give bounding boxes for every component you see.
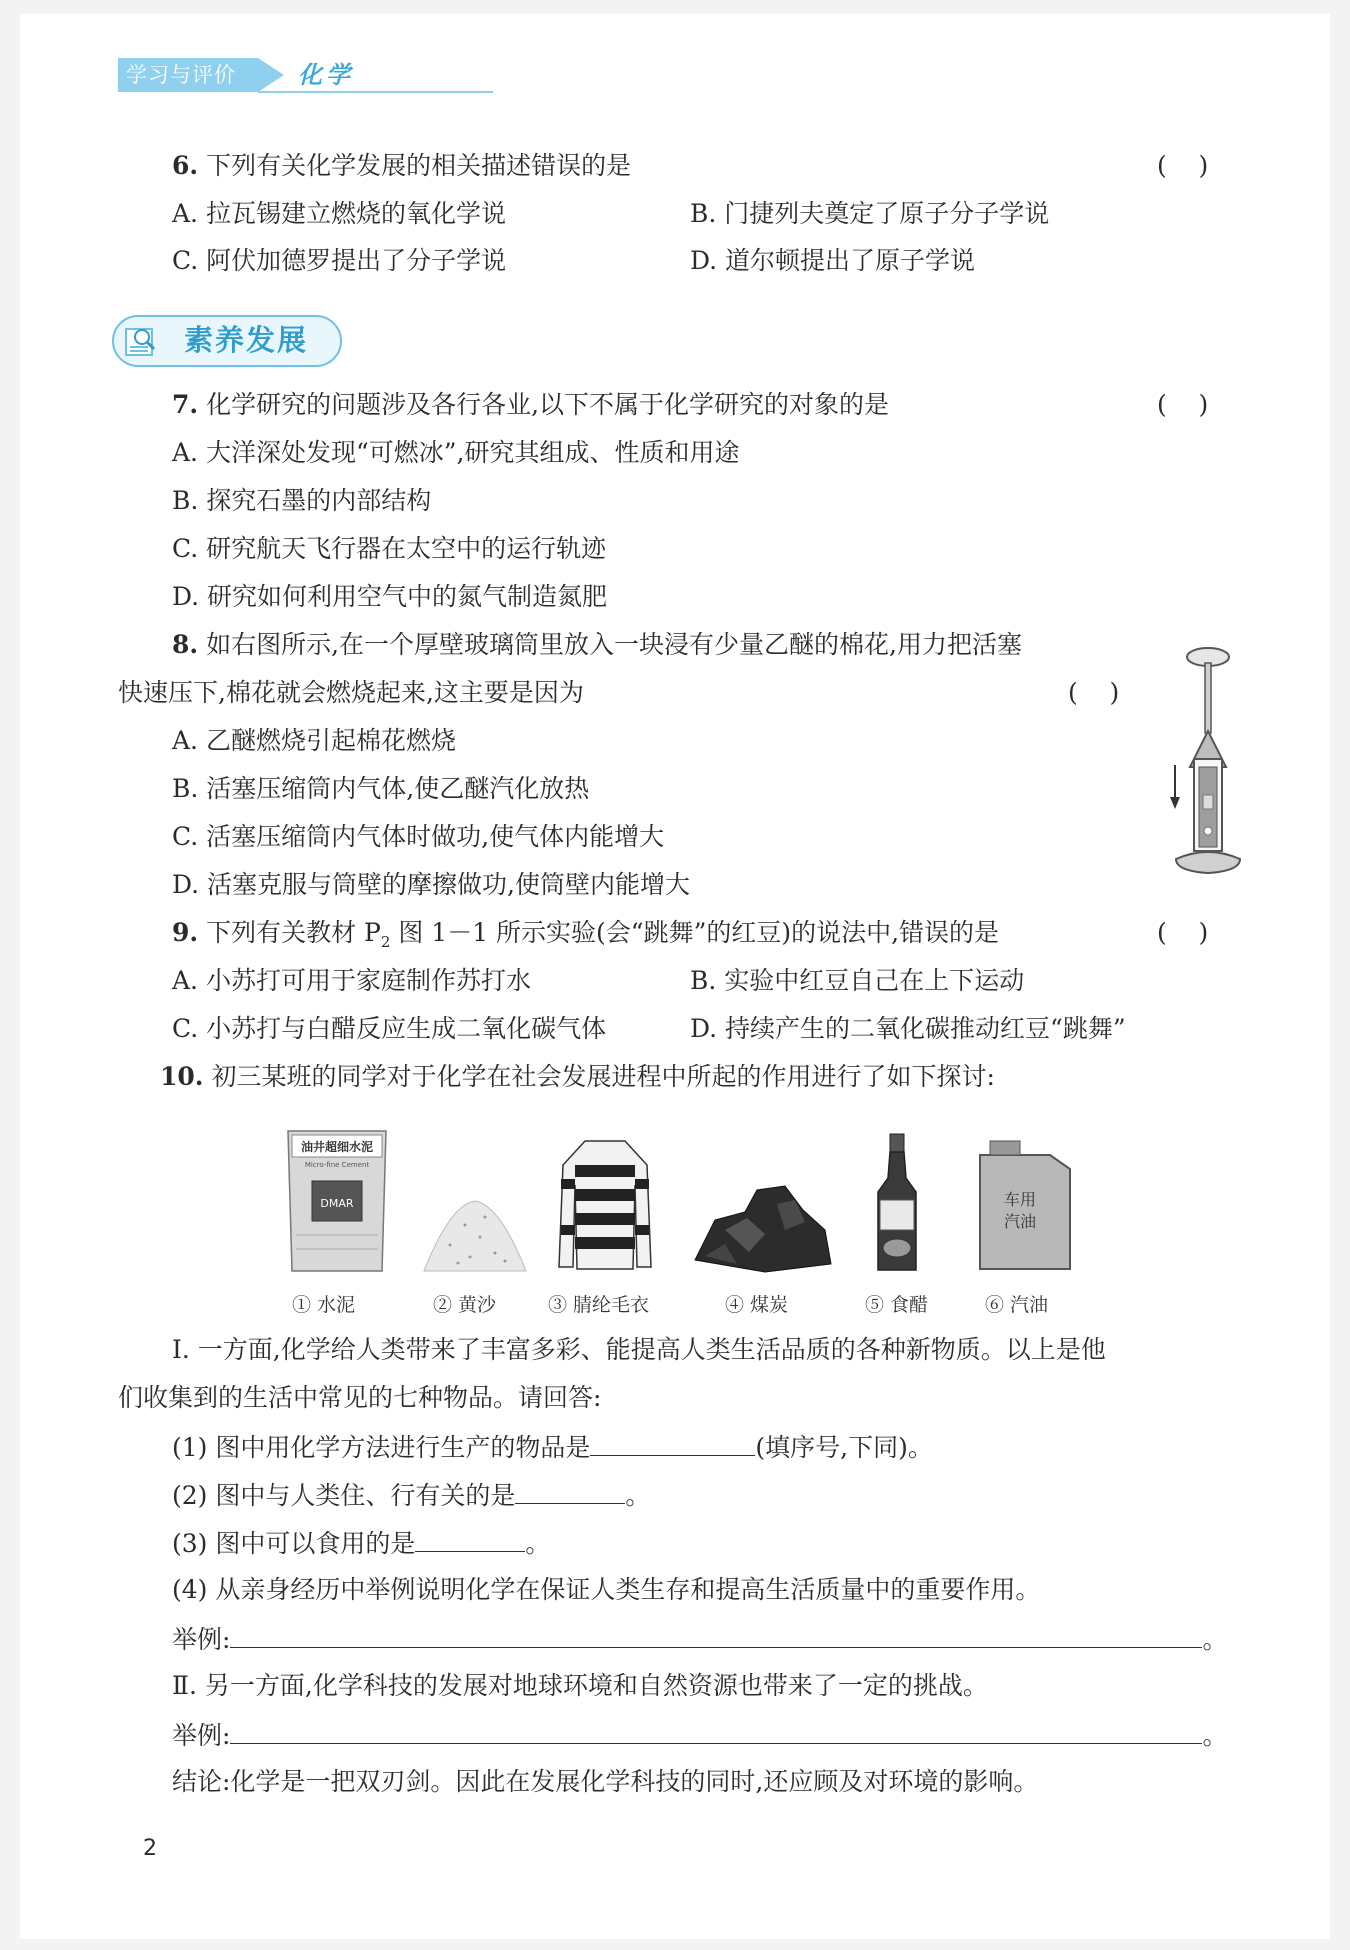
q6-option-c[interactable]: C. 阿伏加德罗提出了分子学说	[172, 246, 507, 275]
q10-stem: 10. 初三某班的同学对于化学在社会发展进程中所起的作用进行了如下探讨:	[160, 1062, 995, 1091]
header-rule	[258, 91, 493, 93]
q7-answer-paren[interactable]: ( )	[1157, 390, 1209, 419]
gas-can-label-1: 车用	[1003, 1190, 1037, 1209]
q10-example-2-answer-line[interactable]	[230, 1719, 1202, 1744]
caption-sweater: ③ 腈纶毛衣	[548, 1294, 650, 1316]
q7-option-b[interactable]: B. 探究石墨的内部结构	[172, 486, 432, 515]
cement-bag-image	[282, 1125, 392, 1275]
gas-can-label-2: 汽油	[1003, 1212, 1037, 1231]
q10-part1-line1: Ⅰ. 一方面,化学给人类带来了丰富多彩、能提高人类生活品质的各种新物质。以上是他	[172, 1335, 1106, 1364]
q10-sub1: (1) 图中用化学方法进行生产的物品是 (填序号,下同)。	[172, 1433, 933, 1462]
caption-sand: ② 黄沙	[433, 1294, 497, 1316]
section-header	[112, 315, 342, 367]
q10-sub2: (2) 图中与人类住、行有关的是 。	[172, 1481, 651, 1510]
q10-sub4: (4) 从亲身经历中举例说明化学在保证人类生存和提高生活质量中的重要作用。	[172, 1575, 1041, 1604]
items-image-row	[0, 1125, 1350, 1325]
q10-sub3-answer-blank[interactable]	[415, 1527, 525, 1552]
q10-part2: Ⅱ. 另一方面,化学科技的发展对地球环境和自然资源也带来了一定的挑战。	[172, 1671, 988, 1700]
q10-example-1: 举例: 。	[172, 1625, 1228, 1654]
page-number: 2	[143, 1836, 157, 1861]
q9-answer-paren[interactable]: ( )	[1157, 918, 1209, 947]
caption-vinegar: ⑤ 食醋	[865, 1294, 929, 1316]
q9-stem: 9. 下列有关教材 $P_2$ 图 1－1 所示实验(会“跳舞”的红豆)的说法中,错误的是	[172, 918, 1000, 951]
caption-gasoline: ⑥ 汽油	[985, 1294, 1049, 1316]
vinegar-bottle-image	[872, 1130, 922, 1275]
coal-image	[685, 1160, 835, 1275]
q6-option-a[interactable]: A. 拉瓦锡建立燃烧的氧化学说	[172, 199, 506, 228]
header-arrow-icon	[258, 58, 284, 92]
q7-option-c[interactable]: C. 研究航天飞行器在太空中的运行轨迹	[172, 534, 607, 563]
q8-option-d[interactable]: D. 活塞克服与筒壁的摩擦做功,使筒壁内能增大	[172, 870, 690, 899]
q6-stem: 6. 下列有关化学发展的相关描述错误的是	[172, 151, 632, 180]
subject-title: 化学	[298, 60, 354, 89]
q10-sub2-answer-blank[interactable]	[515, 1479, 625, 1504]
q9-option-d[interactable]: D. 持续产生的二氧化碳推动红豆“跳舞”	[690, 1014, 1126, 1043]
q10-example-2: 举例: 。	[172, 1721, 1228, 1750]
q8-option-b[interactable]: B. 活塞压缩筒内气体,使乙醚汽化放热	[172, 774, 590, 803]
q6-answer-paren[interactable]: ( )	[1157, 151, 1209, 180]
q7-option-a[interactable]: A. 大洋深处发现“可燃冰”,研究其组成、性质和用途	[172, 438, 740, 467]
book-title-tag: 学习与评价	[118, 58, 258, 92]
q10-conclusion: 结论:化学是一把双刃剑。因此在发展化学科技的同时,还应顾及对环境的影响。	[172, 1767, 1039, 1796]
q8-stem-line2: 快速压下,棉花就会燃烧起来,这主要是因为	[118, 678, 584, 707]
q6-option-d[interactable]: D. 道尔顿提出了原子学说	[690, 246, 976, 275]
q10-part1-line2: 们收集到的生活中常见的七种物品。请回答:	[118, 1383, 602, 1412]
caption-cement: ① 水泥	[292, 1294, 356, 1316]
q8-option-a[interactable]: A. 乙醚燃烧引起棉花燃烧	[172, 726, 456, 755]
q10-sub3: (3) 图中可以食用的是 。	[172, 1529, 551, 1558]
caption-coal: ④ 煤炭	[725, 1294, 789, 1316]
q6-option-b[interactable]: B. 门捷列夫奠定了原子分子学说	[690, 199, 1050, 228]
section-title: 素养发展	[184, 323, 309, 357]
magnifier-document-icon	[122, 323, 162, 359]
gasoline-can-image	[970, 1135, 1080, 1275]
cement-bag-sublabel: Micro-fine Cement	[304, 1161, 370, 1169]
sand-pile-image	[420, 1195, 530, 1275]
cement-brand-label: DMAR	[320, 1197, 354, 1210]
q7-stem: 7. 化学研究的问题涉及各行各业,以下不属于化学研究的对象的是	[172, 390, 890, 419]
cement-bag-label: 油井超细水泥	[300, 1140, 374, 1154]
piston-cylinder-figure	[1168, 645, 1248, 877]
q8-stem-line1: 8. 如右图所示,在一个厚壁玻璃筒里放入一块浸有少量乙醚的棉花,用力把活塞	[172, 630, 1022, 659]
q10-example-1-answer-line[interactable]	[230, 1623, 1202, 1648]
q10-sub1-answer-blank[interactable]	[590, 1431, 755, 1456]
q7-option-d[interactable]: D. 研究如何利用空气中的氮气制造氮肥	[172, 582, 608, 611]
q9-option-b[interactable]: B. 实验中红豆自己在上下运动	[690, 966, 1025, 995]
page-header	[118, 58, 418, 94]
q9-option-c[interactable]: C. 小苏打与白醋反应生成二氧化碳气体	[172, 1014, 607, 1043]
q9-option-a[interactable]: A. 小苏打可用于家庭制作苏打水	[172, 966, 531, 995]
sweater-image	[555, 1135, 655, 1275]
q8-answer-paren[interactable]: ( )	[1068, 678, 1120, 707]
q8-option-c[interactable]: C. 活塞压缩筒内气体时做功,使气体内能增大	[172, 822, 665, 851]
